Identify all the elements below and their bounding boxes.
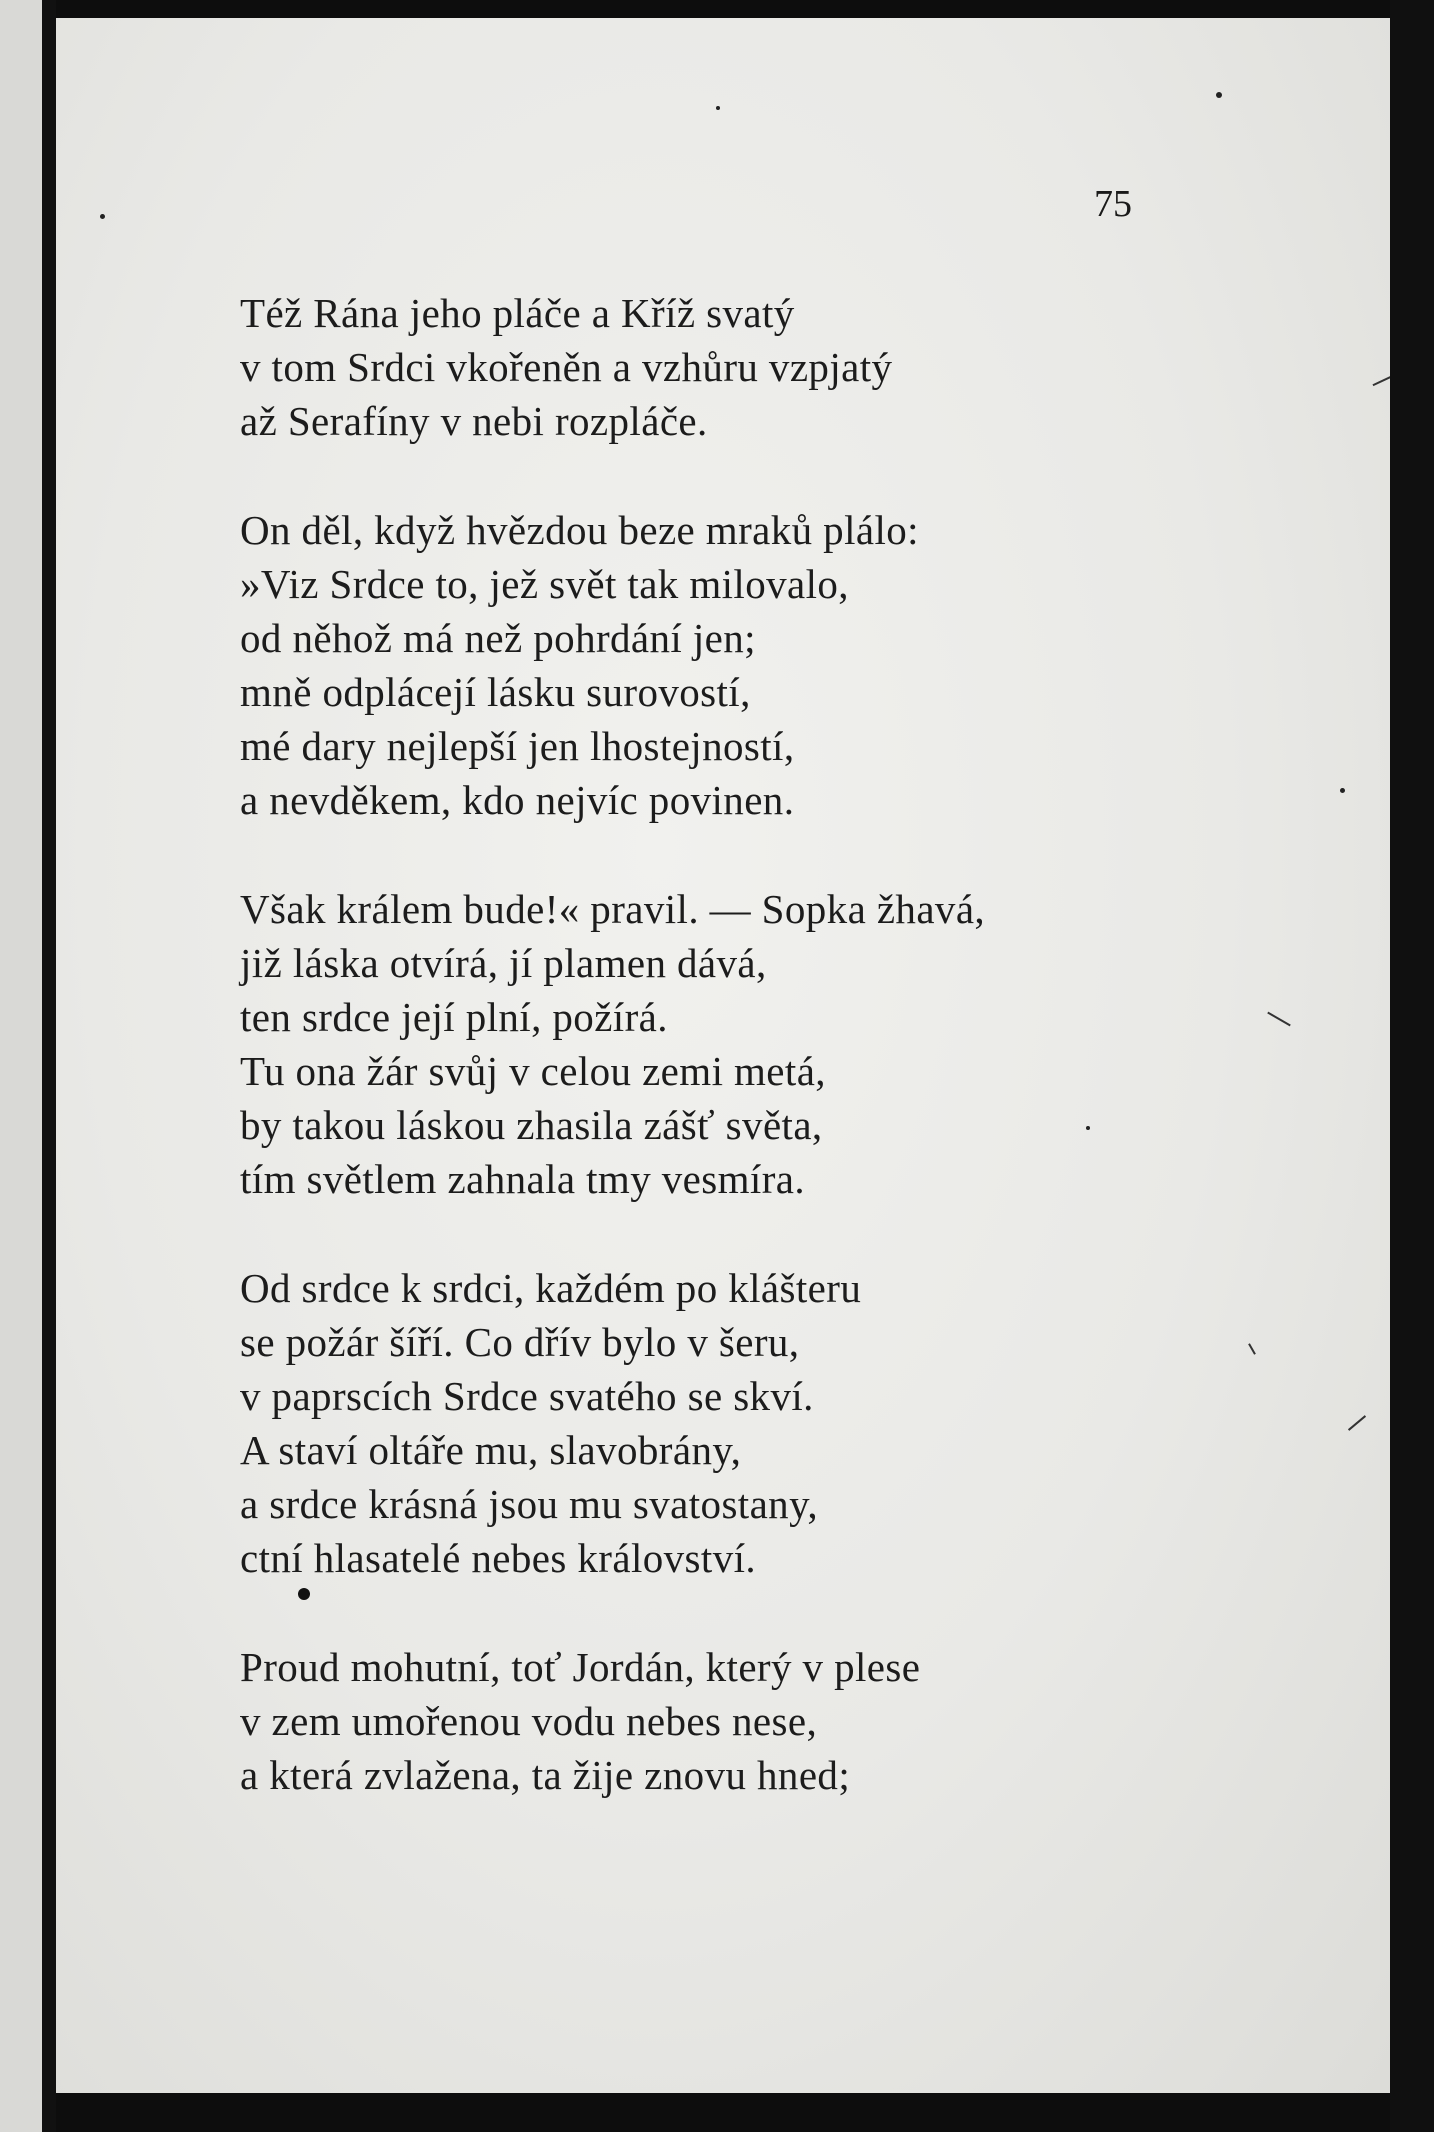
poem-line: v paprscích Srdce svatého se skví. xyxy=(240,1373,814,1419)
poem-line: již láska otvírá, jí plamen dává, xyxy=(240,940,767,986)
poem-line: by takou láskou zhasila zášť světa, xyxy=(240,1102,823,1148)
stanza xyxy=(240,286,1240,448)
poem-line: tím světlem zahnala tmy vesmíra. xyxy=(240,1156,805,1202)
poem-line: a nevděkem, kdo nejvíc povinen. xyxy=(240,777,795,823)
dust-speck xyxy=(1340,788,1345,793)
scratch-mark xyxy=(1348,1415,1366,1431)
stanza xyxy=(240,503,1240,827)
poem-line: v tom Srdci vkořeněn a vzhůru vzpjatý xyxy=(240,344,893,390)
poem-line: a srdce krásná jsou mu svatostany, xyxy=(240,1481,818,1527)
scratch-mark xyxy=(1373,376,1390,386)
poem-line: Též Rána jeho pláče a Kříž svatý xyxy=(240,290,795,336)
stanza xyxy=(240,1261,1240,1585)
book-gutter xyxy=(42,0,56,2132)
poem-line: A staví oltáře mu, slavobrány, xyxy=(240,1427,742,1473)
stanza xyxy=(240,1640,1240,1802)
scratch-mark xyxy=(1267,1012,1291,1027)
scan-border xyxy=(1390,0,1434,2132)
poem-line: On děl, když hvězdou beze mraků plálo: xyxy=(240,507,919,553)
scratch-mark xyxy=(1248,1343,1256,1354)
dust-speck xyxy=(1216,92,1222,98)
stanza xyxy=(240,882,1240,1206)
poem-line: Od srdce k srdci, každém po klášteru xyxy=(240,1265,862,1311)
poem-line: od něhož má než pohrdání jen; xyxy=(240,615,756,661)
poem-line: a která zvlažena, ta žije znovu hned; xyxy=(240,1752,851,1798)
poem-line: Tu ona žár svůj v celou zemi metá, xyxy=(240,1048,826,1094)
poem-line: v zem umořenou vodu nebes nese, xyxy=(240,1698,818,1744)
poem-line: mé dary nejlepší jen lhostejností, xyxy=(240,723,795,769)
poem-line: ctní hlasatelé nebes království. xyxy=(240,1535,757,1581)
poem-line: až Serafíny v nebi rozpláče. xyxy=(240,398,708,444)
poem-text xyxy=(240,286,1240,1857)
poem-line: Proud mohutní, toť Jordán, který v plese xyxy=(240,1644,921,1690)
poem-line: mně odplácejí lásku surovostí, xyxy=(240,669,751,715)
dust-speck xyxy=(100,214,105,219)
poem-line: ten srdce její plní, požírá. xyxy=(240,994,668,1040)
poem-line: »Viz Srdce to, jež svět tak milovalo, xyxy=(240,561,849,607)
facing-page-edge xyxy=(0,0,42,2132)
dust-speck xyxy=(716,106,720,110)
poem-line: Však králem bude!« pravil. — Sopka žhavá, xyxy=(240,886,986,932)
page-number: 75 xyxy=(1094,183,1132,225)
poem-line: se požár šíří. Co dřív bylo v šeru, xyxy=(240,1319,800,1365)
